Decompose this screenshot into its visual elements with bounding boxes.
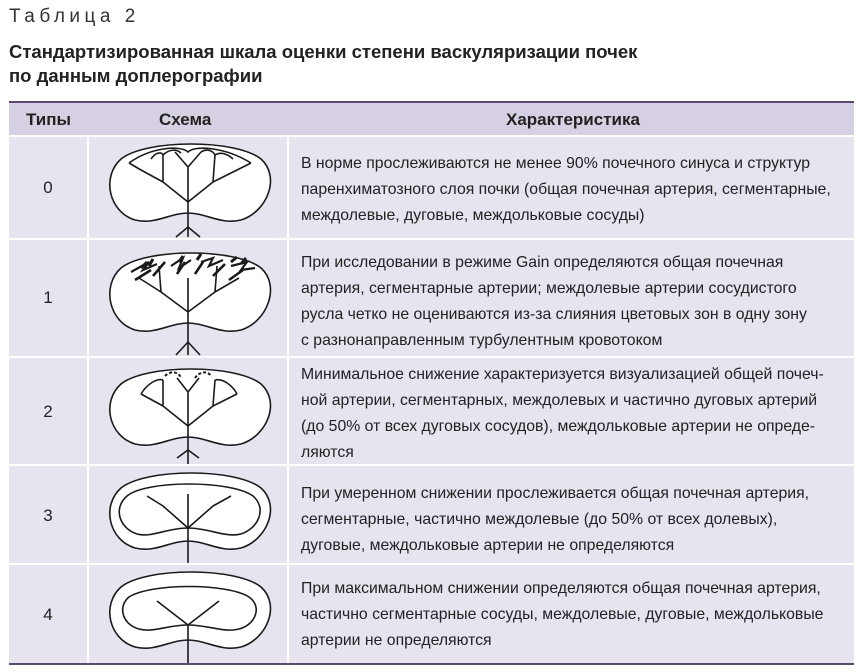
column-divider <box>87 240 89 358</box>
table-row <box>9 135 854 240</box>
row-description: При умеренном снижении прослеживается общая почечная артерия, сегментарные, частично междолевые (до 50% от всех долевых), дуговые, междольковые артерии не определяются <box>301 485 810 554</box>
column-divider <box>287 137 289 240</box>
table-row <box>9 356 854 466</box>
row-type: 3 <box>43 506 53 525</box>
column-divider <box>87 358 89 466</box>
header-types: Типы <box>26 110 71 129</box>
row-type: 4 <box>43 605 53 624</box>
row-description: В норме прослеживаются не менее 90% почечного синуса и структур паренхиматозного слоя почки (общая почечная артерия, сегментарные, междолевые, дуговые, междольковые сосуды) <box>301 155 831 224</box>
kidney-maximal-reduction-icon <box>91 565 287 665</box>
table-row <box>9 563 854 665</box>
column-divider <box>287 565 289 665</box>
row-type: 1 <box>43 288 53 307</box>
table-header <box>9 103 854 135</box>
column-divider <box>287 240 289 358</box>
kidney-full-vascular-tree-icon <box>91 137 287 240</box>
row-type: 0 <box>43 178 53 197</box>
row-description: Минимальное снижение характеризуется визуализацией общей почеч- ной артерии, сегментарных, междолевых и частично дуговых артерий (до 50% от всех дуговых сосудов), междольковые артерии не опреде- ляются <box>301 366 824 461</box>
row-description: При исследовании в режиме Gain определяются общая почечная артерия, сегментарные артерии; междолевые артерии сосудистого русла четко не оцениваются из-за слияния цветовых зон в одну зону с разнонаправленным турбулентным кровотоком <box>301 254 807 349</box>
column-divider <box>287 466 289 565</box>
bottom-rule <box>9 663 854 665</box>
kidney-moderate-reduction-icon <box>91 466 287 565</box>
header-characteristic: Характеристика <box>506 110 640 129</box>
table-caption: Таблица 2 <box>9 6 140 27</box>
column-divider <box>87 565 89 665</box>
table-title: Стандартизированная шкала оценки степени васкуляризации почек по данным доплерографии <box>9 41 638 86</box>
table-row <box>9 238 854 358</box>
row-description: При максимальном снижении определяются общая почечная артерия, частично сегментарные сосуды, междолевые, дуговые, междольковые артерии не определяются <box>301 580 824 649</box>
table-row <box>9 464 854 565</box>
header-scheme: Схема <box>159 110 212 129</box>
kidney-turbulent-flow-icon <box>91 240 287 358</box>
kidney-minimal-reduction-icon <box>91 358 287 466</box>
column-divider <box>87 466 89 565</box>
row-type: 2 <box>43 402 53 421</box>
column-divider <box>87 137 89 240</box>
column-divider <box>287 358 289 466</box>
